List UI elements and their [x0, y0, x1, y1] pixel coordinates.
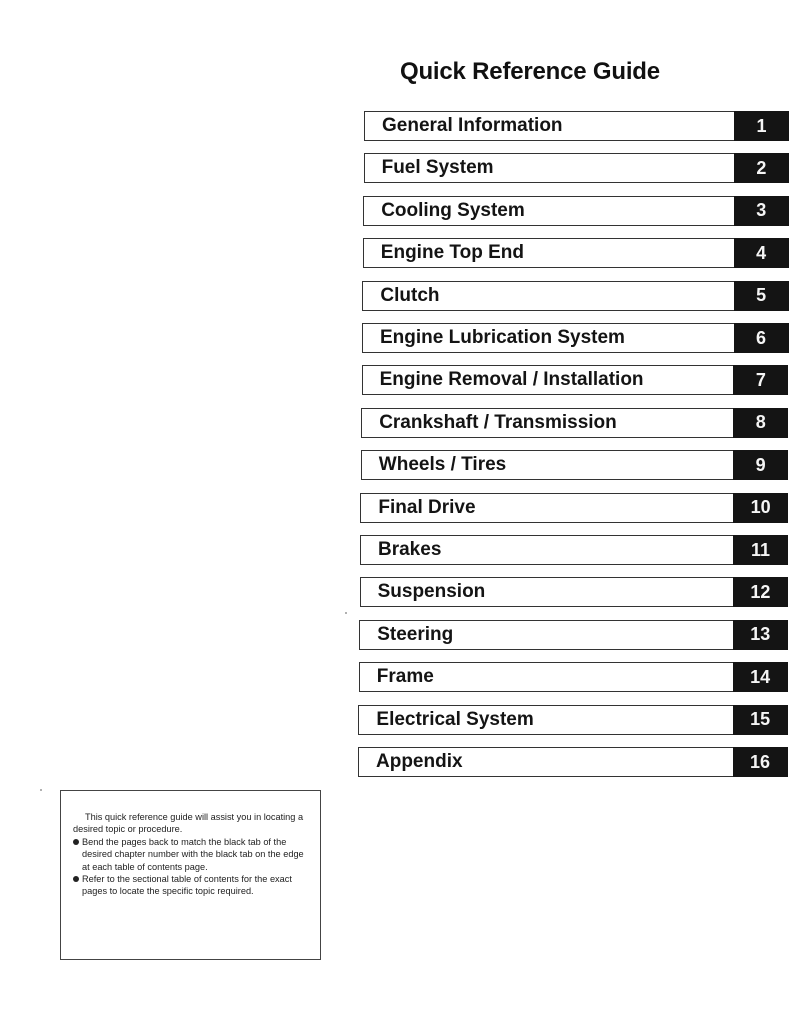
usage-note-box [60, 790, 321, 960]
chapter-label-box [362, 365, 734, 395]
chapter-tab-number[interactable]: 12 [733, 577, 788, 607]
chapter-row-12[interactable] [360, 577, 788, 607]
chapter-label: Fuel System [381, 157, 494, 179]
chapter-tab-number[interactable]: 4 [734, 238, 789, 268]
chapter-label: Suspension [377, 581, 486, 603]
chapter-row-8[interactable] [361, 408, 788, 438]
chapter-row-14[interactable] [359, 662, 788, 692]
chapter-tab-number[interactable]: 9 [733, 450, 788, 480]
chapter-tab-number[interactable]: 13 [733, 620, 788, 650]
chapter-label: General Information [382, 115, 563, 136]
chapter-row-15[interactable] [358, 705, 787, 735]
scan-speck [40, 789, 42, 791]
chapter-label: Brakes [378, 539, 442, 560]
chapter-label-box [364, 153, 734, 183]
bullet-icon [73, 876, 79, 882]
chapter-label-box [363, 238, 734, 268]
chapter-tab-number[interactable]: 7 [733, 365, 788, 395]
chapter-label: Final Drive [378, 496, 476, 518]
chapter-label-box [361, 450, 733, 480]
chapter-row-2[interactable] [364, 153, 789, 183]
chapter-row-13[interactable] [359, 620, 788, 650]
chapter-tab-number[interactable]: 10 [733, 493, 788, 523]
chapter-label: Engine Lubrication System [380, 327, 625, 348]
bullet-icon [73, 839, 79, 845]
chapter-label: Frame [376, 666, 434, 688]
chapter-label-box [363, 196, 734, 226]
chapter-label-box [358, 705, 732, 735]
usage-note-item [73, 873, 310, 898]
chapter-label-box [359, 620, 733, 650]
chapter-label-box [360, 577, 733, 607]
chapter-row-6[interactable] [362, 323, 789, 353]
chapter-row-11[interactable] [360, 535, 788, 565]
chapter-row-9[interactable] [361, 450, 788, 480]
chapter-label-box [360, 493, 733, 523]
chapter-label-box [359, 662, 733, 692]
chapter-label-box [361, 408, 733, 438]
chapter-tab-number[interactable]: 1 [734, 111, 789, 141]
chapter-tab-number[interactable]: 3 [734, 196, 789, 226]
usage-note-item [73, 836, 310, 873]
chapter-tab-number[interactable]: 6 [734, 323, 789, 353]
chapter-label-box [362, 323, 734, 353]
chapter-tab-number[interactable]: 16 [733, 747, 788, 777]
chapter-row-16[interactable] [358, 747, 788, 777]
chapter-tab-number[interactable]: 2 [734, 153, 789, 183]
usage-note-text: Bend the pages back to match the black tab of the desired chapter number with the black tab on the edge at each table of contents page. [82, 836, 304, 872]
chapter-tab-number[interactable]: 5 [734, 281, 789, 311]
chapter-label: Electrical System [376, 708, 534, 730]
chapter-label: Wheels / Tires [378, 454, 507, 476]
page-title: Quick Reference Guide [400, 58, 660, 85]
chapter-label: Engine Top End [380, 242, 524, 264]
usage-note-list [73, 836, 310, 898]
chapter-row-3[interactable] [363, 196, 789, 226]
usage-note-intro: This quick reference guide will assist you in locating a desired topic or procedure. [73, 812, 304, 835]
chapter-label-box [360, 535, 733, 565]
chapter-row-10[interactable] [360, 493, 788, 523]
scan-speck [345, 612, 347, 614]
chapter-label: Cooling System [381, 199, 525, 221]
chapter-label: Appendix [376, 751, 463, 772]
chapter-tab-number[interactable]: 15 [733, 705, 788, 735]
chapter-row-4[interactable] [363, 238, 789, 268]
chapter-label: Engine Removal / Installation [379, 369, 644, 391]
chapter-row-7[interactable] [362, 365, 789, 395]
chapter-row-5[interactable] [362, 281, 788, 311]
chapter-label-box [364, 111, 734, 141]
chapter-label: Crankshaft / Transmission [379, 411, 617, 433]
chapter-label-box [358, 747, 733, 777]
chapter-tab-number[interactable]: 14 [733, 662, 788, 692]
chapter-label-box [362, 281, 733, 311]
chapter-tab-number[interactable]: 11 [733, 535, 788, 565]
chapter-row-1[interactable] [364, 111, 789, 141]
usage-note-text: Refer to the sectional table of contents for the exact pages to locate the specific topic required. [82, 874, 292, 897]
chapter-label: Steering [377, 623, 454, 645]
chapter-label: Clutch [380, 284, 440, 306]
chapter-tab-number[interactable]: 8 [733, 408, 788, 438]
